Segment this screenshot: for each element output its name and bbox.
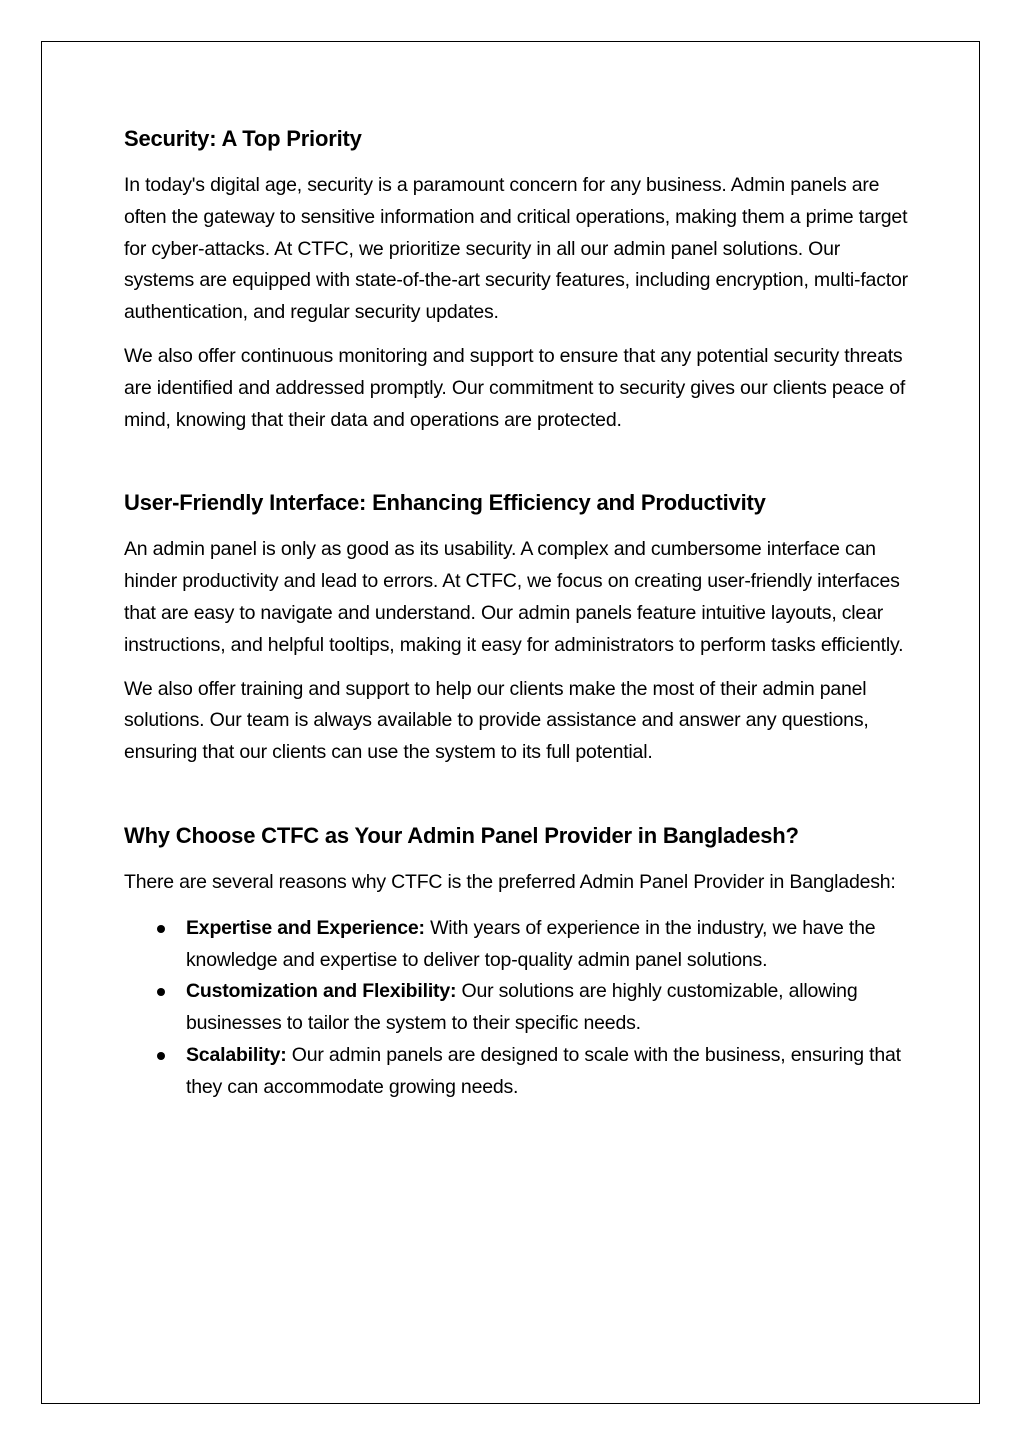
section-why-choose-ctfc bbox=[124, 821, 914, 1104]
bullet-icon bbox=[157, 925, 165, 933]
bullet-icon bbox=[157, 1052, 165, 1060]
section-paragraph: An admin panel is only as good as its usability. A complex and cumbersome interface can hinder productivity and lead to errors. At CTFC, we focus on creating user-friendly interfaces that are easy to navigate and understand. Our admin panels feature intuitive layouts, clear instructions, and helpful tooltips, making it easy for administrators to perform tasks efficiently. bbox=[124, 538, 904, 656]
list-item bbox=[186, 1040, 914, 1104]
list-item-text: Our solutions are highly customizable, allowing businesses to tailor the system to their specific needs. bbox=[186, 980, 858, 1035]
list-item-term: Scalability: bbox=[186, 1043, 287, 1066]
section-heading: User-Friendly Interface: Enhancing Efficiency and Productivity bbox=[124, 490, 766, 516]
reasons-list bbox=[124, 913, 914, 1104]
list-item-term: Customization and Flexibility: bbox=[186, 980, 457, 1003]
list-item-text: With years of experience in the industry, we have the knowledge and expertise to deliver top-quality admin panel solutions. bbox=[186, 916, 876, 971]
section-heading: Security: A Top Priority bbox=[124, 126, 362, 151]
section-paragraph: There are several reasons why CTFC is the preferred Admin Panel Provider in Bangladesh: bbox=[124, 870, 896, 893]
section-security bbox=[124, 124, 914, 436]
list-item bbox=[186, 913, 914, 977]
list-item bbox=[186, 976, 914, 1040]
section-paragraph: In today's digital age, security is a paramount concern for any business. Admin panels are often the gateway to sensitive information and critical operations, making them a prime target for cyber-attacks. At CTFC, we prioritize security in all our admin panel solutions. Our systems are equipped with state-of-the-art security features, including encryption, multi-factor authentication, and regular security updates. bbox=[124, 174, 908, 324]
list-item-term: Expertise and Experience: bbox=[186, 916, 425, 939]
bullet-icon bbox=[157, 988, 165, 996]
list-item-text: Our admin panels are designed to scale with the business, ensuring that they can accommodate growing needs. bbox=[186, 1043, 901, 1098]
section-heading: Why Choose CTFC as Your Admin Panel Provider in Bangladesh? bbox=[124, 822, 799, 848]
section-paragraph: We also offer training and support to help our clients make the most of their admin panel solutions. Our team is always available to provide assistance and answer any questions, ensuring that our clients can use the system to its full potential. bbox=[124, 677, 869, 764]
section-paragraph: We also offer continuous monitoring and support to ensure that any potential security threats are identified and addressed promptly. Our commitment to security gives our clients peace of mind, knowing that their data and operations are protected. bbox=[124, 344, 906, 431]
section-user-friendly-interface bbox=[124, 488, 914, 769]
document-content bbox=[124, 124, 914, 1156]
